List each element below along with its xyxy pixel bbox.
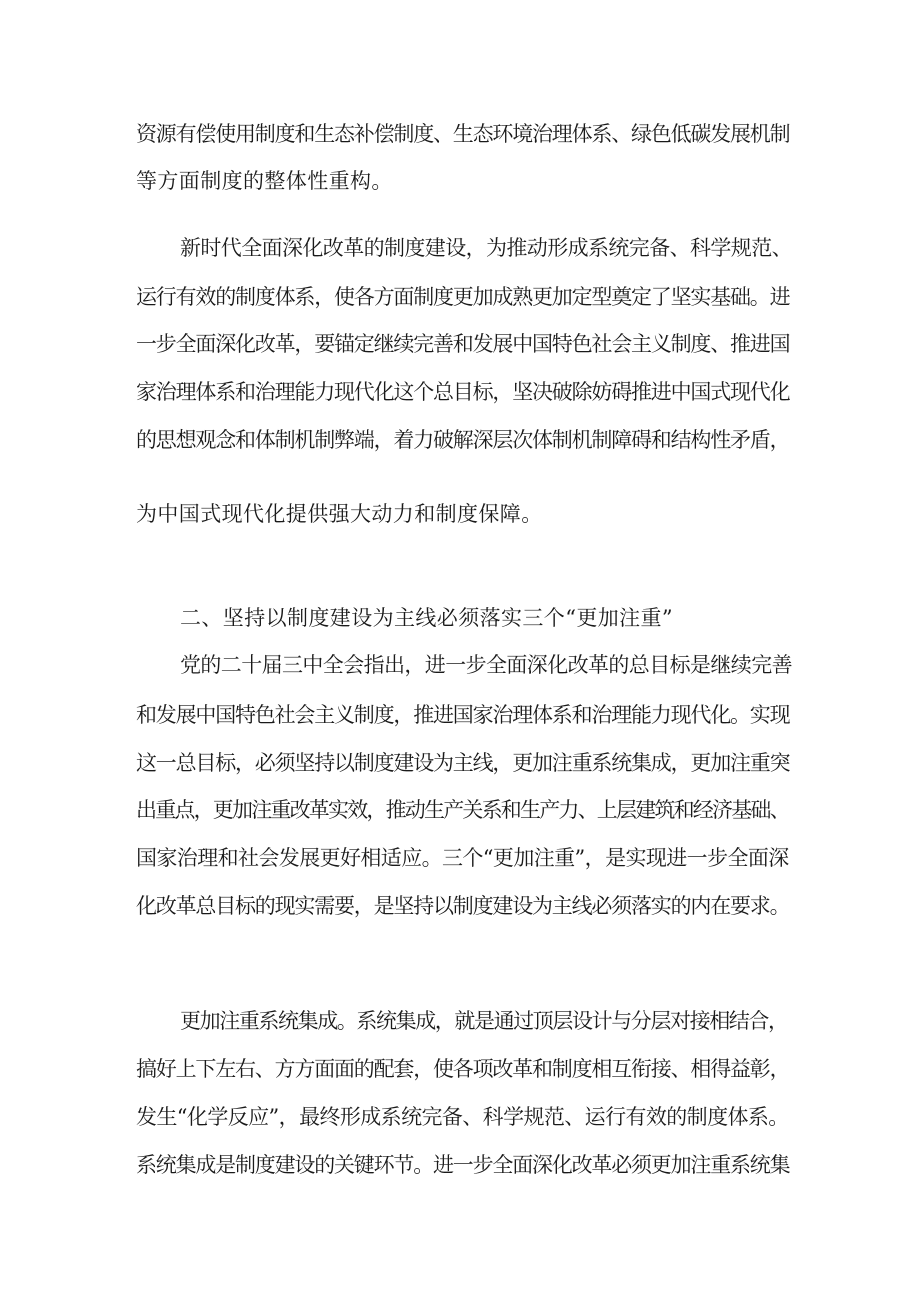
paragraph-4-line-2: 搞好上下左右、方方面面的配套，使各项改革和制度相互衔接、相得益彰， <box>136 1057 790 1081</box>
paragraph-4-line-1: 更加注重系统集成。系统集成，就是通过顶层设计与分层对接相结合， <box>180 1009 788 1033</box>
paragraph-4-line-3: 发生“化学反应”，最终形成系统完备、科学规范、运行有效的制度体系。 <box>136 1105 789 1129</box>
paragraph-2-line-4: 家治理体系和治理能力现代化这个总目标，坚决破除妨碍推进中国式现代化 <box>136 380 790 404</box>
paragraph-3-line-4: 出重点，更加注重改革实效，推动生产关系和生产力、上层建筑和经济基础、 <box>136 798 789 822</box>
section-heading: 二、坚持以制度建设为主线必须落实三个“更加注重” <box>180 606 674 630</box>
paragraph-3-line-5: 国家治理和社会发展更好相适应。三个“更加注重”，是实现进一步全面深 <box>136 846 789 870</box>
paragraph-2-line-2: 运行有效的制度体系，使各方面制度更加成熟更加定型奠定了坚实基础。进 <box>136 285 790 309</box>
paragraph-3-line-6: 化改革总目标的现实需要，是坚持以制度建设为主线必须落实的内在要求。 <box>136 894 790 918</box>
paragraph-1-line-1: 资源有偿使用制度和生态补偿制度、生态环境治理体系、绿色低碳发展机制 <box>136 122 790 146</box>
paragraph-2-line-3: 一步全面深化改革，要锚定继续完善和发展中国特色社会主义制度、推进国 <box>136 332 790 356</box>
paragraph-1-line-2: 等方面制度的整体性重构。 <box>136 169 393 193</box>
paragraph-4-line-4: 系统集成是制度建设的关键环节。进一步全面深化改革必须更加注重系统集 <box>136 1153 790 1177</box>
paragraph-3-line-3: 这一总目标，必须坚持以制度建设为主线，更加注重系统集成，更加注重突 <box>136 751 790 775</box>
paragraph-2-line-1: 新时代全面深化改革的制度建设，为推动形成系统完备、科学规范、 <box>180 236 792 260</box>
paragraph-3-line-2: 和发展中国特色社会主义制度，推进国家治理体系和治理能力现代化。实现 <box>136 703 790 727</box>
paragraph-2-line-6: 为中国式现代化提供强大动力和制度保障。 <box>136 502 543 526</box>
paragraph-2-line-5: 的思想观念和体制机制弊端，着力破解深层次体制机制障碍和结构性矛盾， <box>136 428 790 452</box>
paragraph-3-line-1: 党的二十届三中全会指出，进一步全面深化改革的总目标是继续完善 <box>180 653 792 677</box>
